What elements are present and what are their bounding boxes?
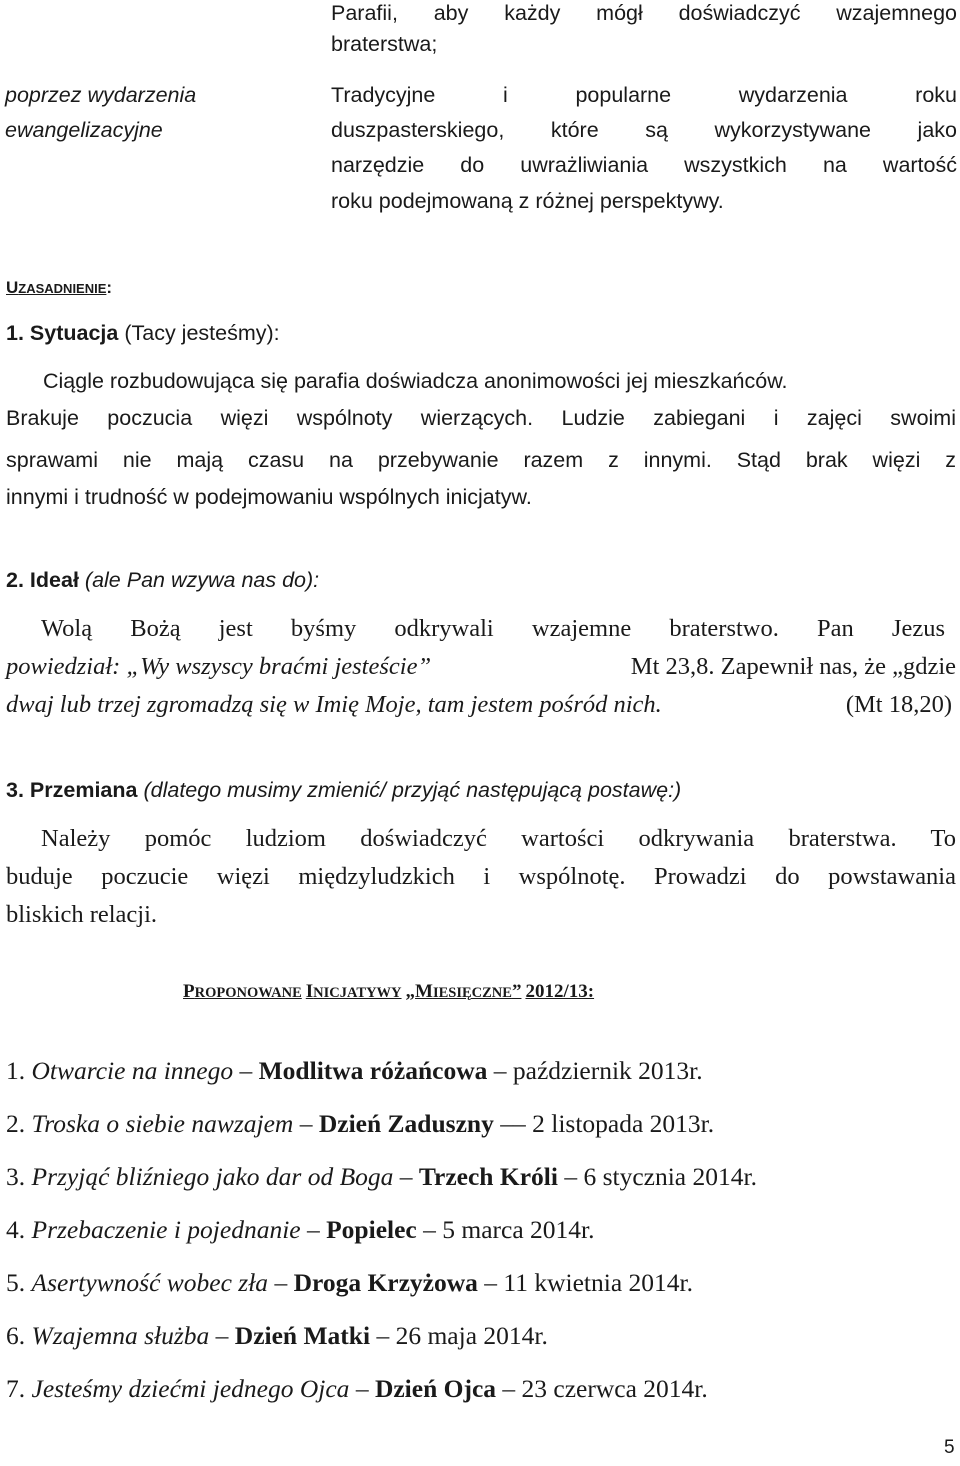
section-3-heading <box>6 777 681 803</box>
item-date: –– 2 listopada 2013r. <box>500 1109 715 1138</box>
item-theme: Asertywność wobec zła <box>31 1268 269 1297</box>
item-event: Dzień Matki <box>234 1321 371 1350</box>
list-item <box>6 1214 757 1267</box>
item-number: 6. <box>6 1321 26 1350</box>
item-event: Popielec <box>326 1215 417 1244</box>
s2-line-2 <box>6 652 956 682</box>
item-number: 2. <box>6 1109 26 1138</box>
section-2-subtitle: (ale Pan wzywa nas do): <box>84 568 320 592</box>
item-date: – 23 czerwca 2014r. <box>502 1374 708 1403</box>
page-number: 5 <box>944 1437 955 1458</box>
s3-line-3: bliskich relacji. <box>6 901 158 928</box>
item-number: 3. <box>6 1162 26 1191</box>
top-line-2: braterstwa; <box>331 32 438 56</box>
item-theme: Przebaczenie i pojednanie <box>31 1215 301 1244</box>
item-event: Modlitwa różańcowa <box>258 1056 488 1085</box>
item-dash: – <box>399 1162 413 1191</box>
item-date: – 6 stycznia 2014r. <box>564 1162 757 1191</box>
s1-line-1: Ciągle rozbudowująca się parafia doświadcza anonimowości jej mieszkańców. <box>43 369 788 393</box>
section-1-subtitle: (Tacy jesteśmy): <box>124 321 280 345</box>
item-dash: – <box>274 1268 288 1297</box>
s2-line-3 <box>6 690 952 720</box>
list-item <box>6 1161 757 1214</box>
item-theme: Wzajemna służba <box>31 1321 210 1350</box>
s2-line-2-rest: Mt 23,8. Zapewnił nas, że „gdzie <box>630 653 956 680</box>
initiatives-list <box>6 1055 757 1426</box>
s2-quote-2: dwaj lub trzej zgromadzą się w Imię Moje, tam jestem pośród nich. <box>6 691 662 718</box>
side-label-1: poprzez wydarzenia <box>5 83 197 107</box>
section-2-heading <box>6 567 319 593</box>
item-theme: Jesteśmy dziećmi jednego Ojca <box>31 1374 350 1403</box>
item-date: – 11 kwietnia 2014r. <box>484 1268 693 1297</box>
event-line-3: narzędzie do uwrażliwiania wszystkich na wartość <box>331 153 957 177</box>
item-date: – 5 marca 2014r. <box>423 1215 595 1244</box>
item-dash: – <box>299 1109 313 1138</box>
section-1-number: 1. <box>6 321 24 345</box>
s3-line-1: Należy pomóc ludziom doświadczyć wartości odkrywania braterstwa. To <box>41 825 956 852</box>
section-3-title: Przemiana <box>29 778 138 802</box>
heading-quote-open: „ <box>405 981 416 1002</box>
heading-word-3: IESIĘCZNE <box>432 985 512 1001</box>
top-line-1: Parafii, aby każdy mógł doświadczyć wzajemnego <box>331 1 957 25</box>
heading-colon: : <box>106 278 113 297</box>
item-number: 1. <box>6 1056 26 1085</box>
s2-quote-1: powiedział: „Wy wszyscy braćmi jesteście” <box>6 653 432 680</box>
list-item <box>6 1373 757 1426</box>
item-dash: – <box>306 1215 320 1244</box>
s1-line-2: Brakuje poczucia więzi wspólnoty wierzących. Ludzie zabiegani i zajęci swoimi <box>6 406 956 430</box>
heading-rest: ZASADNIENIE <box>18 281 107 296</box>
section-1-title: Sytuacja <box>29 321 119 345</box>
initiatives-heading <box>183 980 594 1005</box>
s1-line-4: innymi i trudność w podejmowaniu wspólnych inicjatyw. <box>6 485 532 509</box>
heading-word-1: ROPONOWANE <box>194 985 302 1001</box>
item-event: Droga Krzyżowa <box>293 1268 478 1297</box>
item-dash: – <box>355 1374 369 1403</box>
item-event: Trzech Króli <box>418 1162 558 1191</box>
item-number: 4. <box>6 1215 26 1244</box>
item-number: 7. <box>6 1374 26 1403</box>
heading-p: P <box>183 981 195 1002</box>
list-item <box>6 1267 757 1320</box>
event-line-1: Tradycyjne i popularne wydarzenia roku <box>331 83 957 107</box>
heading-i: I <box>305 981 314 1002</box>
list-item <box>6 1320 757 1373</box>
s2-ref: (Mt 18,20) <box>845 691 952 718</box>
heading-year: 2012/13: <box>525 981 595 1002</box>
heading-word-2: NICJATYWY <box>313 985 402 1001</box>
item-dash: – <box>215 1321 229 1350</box>
section-3-number: 3. <box>6 778 24 802</box>
heading-initial: U <box>6 278 19 297</box>
item-event: Dzień Zaduszny <box>318 1109 494 1138</box>
item-date: – październik 2013r. <box>493 1056 703 1085</box>
item-dash: – <box>239 1056 253 1085</box>
section-3-subtitle: (dlatego musimy zmienić/ przyjąć następującą postawę:) <box>143 778 682 802</box>
item-event: Dzień Ojca <box>374 1374 497 1403</box>
uzasadnienie-heading <box>6 277 112 300</box>
section-2-title: Ideał <box>29 568 79 592</box>
s2-line-1: Wolą Bożą jest byśmy odkrywali wzajemne braterstwo. Pan Jezus <box>41 615 945 642</box>
section-1-heading <box>6 320 280 346</box>
section-2-number: 2. <box>6 568 24 592</box>
item-number: 5. <box>6 1268 26 1297</box>
list-item <box>6 1055 757 1108</box>
s1-line-3: sprawami nie mają czasu na przebywanie razem z innymi. Stąd brak więzi z <box>6 448 956 472</box>
list-item <box>6 1108 757 1161</box>
heading-m: M <box>415 981 433 1002</box>
heading-quote-close: ” <box>511 981 522 1002</box>
item-theme: Troska o siebie nawzajem <box>31 1109 294 1138</box>
item-theme: Przyjąć bliźniego jako dar od Boga <box>31 1162 394 1191</box>
event-line-2: duszpasterskiego, które są wykorzystywane jako <box>331 118 957 142</box>
item-date: – 26 maja 2014r. <box>376 1321 548 1350</box>
s3-line-2: buduje poczucie więzi międzyludzkich i wspólnotę. Prowadzi do powstawania <box>6 863 956 890</box>
event-line-4: roku podejmowaną z różnej perspektywy. <box>331 189 724 213</box>
side-label-2: ewangelizacyjne <box>5 118 163 142</box>
item-theme: Otwarcie na innego <box>31 1056 234 1085</box>
